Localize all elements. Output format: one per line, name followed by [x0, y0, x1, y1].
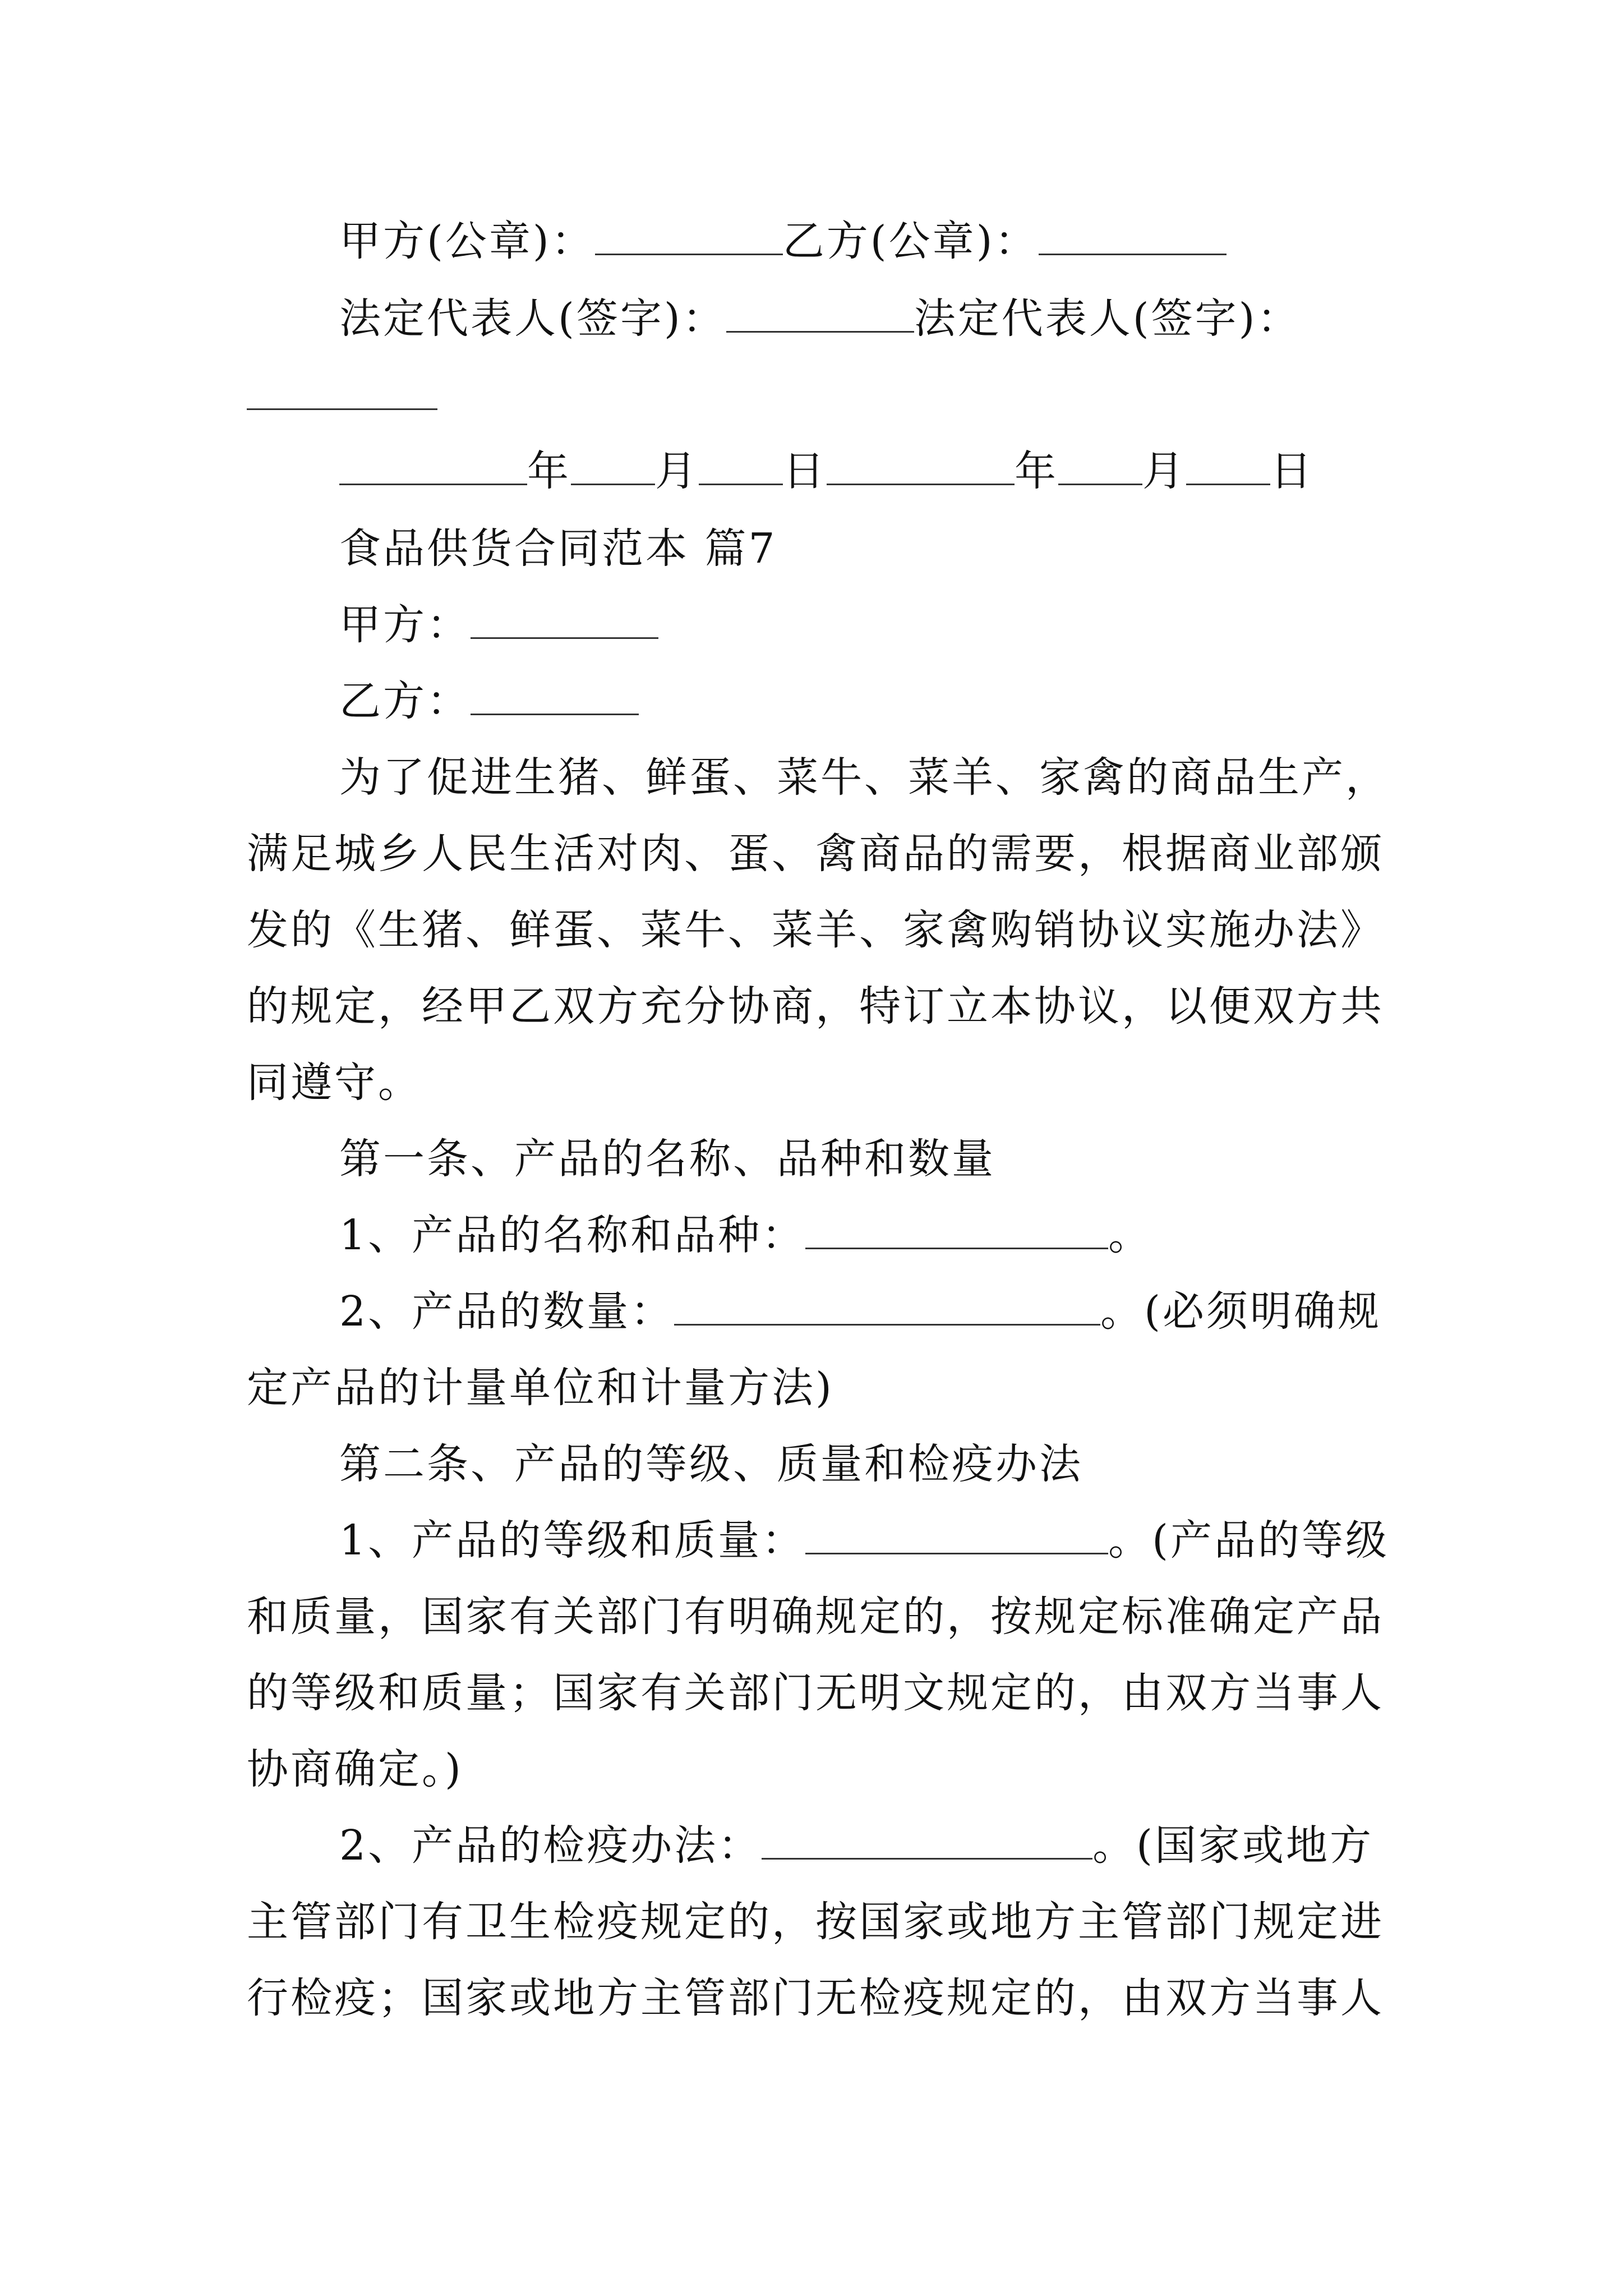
preamble-line-3: 发的《生猪、鲜蛋、菜牛、菜羊、家禽购销协议实施办法》: [247, 906, 1384, 954]
party-a-seal-blank: [595, 214, 783, 255]
party-a-rep-blank: [726, 292, 914, 333]
article-2-item-2-cont-2: 行检疫；国家或地方主管部门无检疫规定的，由双方当事人: [247, 1974, 1384, 2022]
preamble-line-4: 的规定，经甲乙双方充分协商，特订立本协议，以便双方共: [247, 982, 1384, 1030]
month-label-a: 月: [655, 447, 699, 495]
party-b-label: 乙方：: [339, 677, 471, 725]
representative-line: [339, 291, 1472, 347]
preamble-line-5: 同遵守。: [247, 1059, 422, 1107]
article-1-heading: 第一条、产品的名称、品种和数量: [339, 1135, 995, 1183]
month-blank-a: [571, 444, 655, 485]
preamble-line-1: 为了促进生猪、鲜蛋、菜牛、菜羊、家禽的商品生产，: [339, 753, 1389, 802]
item-label: 2、产品的检疫办法：: [339, 1821, 762, 1870]
item-label: 1、产品的名称和品种：: [339, 1211, 806, 1259]
day-blank-b: [1186, 444, 1270, 485]
item-label: 2、产品的数量：: [339, 1287, 675, 1336]
party-b-seal-label: 乙方(公章)：: [782, 217, 1039, 265]
month-blank-b: [1058, 444, 1142, 485]
article-2-heading: 第二条、产品的等级、质量和检疫办法: [339, 1440, 1083, 1488]
item-suffix: 。(国家或地方: [1092, 1821, 1373, 1870]
day-label-b: 日: [1270, 447, 1314, 495]
product-name-blank: [805, 1208, 1108, 1249]
article-2-item-1: [339, 1512, 1472, 1568]
article-1-item-2: [339, 1283, 1472, 1340]
quarantine-blank: [762, 1819, 1092, 1860]
quantity-blank: [674, 1285, 1100, 1326]
party-a-blank: [471, 598, 658, 639]
item-label: 1、产品的等级和质量：: [339, 1516, 806, 1565]
seal-line: [339, 213, 1472, 269]
party-b-rep-label: 法定代表人(签字)：: [914, 295, 1301, 343]
date-line: [339, 443, 1472, 499]
grade-quality-blank: [805, 1513, 1108, 1554]
article-2-item-1-cont-1: 和质量，国家有关部门有明确规定的，按规定标准确定产品: [247, 1593, 1384, 1641]
party-a-line: [339, 597, 1472, 653]
day-blank-a: [699, 444, 783, 485]
article-2-item-2: [339, 1818, 1472, 1874]
item-suffix: 。(必须明确规: [1100, 1287, 1381, 1336]
article-1-item-2-cont: 定产品的计量单位和计量方法): [247, 1364, 834, 1412]
article-2-item-2-cont-1: 主管部门有卫生检疫规定的，按国家或地方主管部门规定进: [247, 1898, 1384, 1946]
party-a-seal-label: 甲方(公章)：: [339, 217, 595, 265]
party-a-rep-label: 法定代表人(签字)：: [339, 295, 726, 343]
party-a-label: 甲方：: [339, 601, 471, 649]
party-b-seal-blank: [1039, 214, 1227, 255]
article-1-item-1: [339, 1207, 1472, 1263]
party-b-blank: [471, 674, 639, 715]
party-b-line: [339, 673, 1472, 729]
article-2-item-1-cont-3: 协商确定。): [247, 1745, 463, 1793]
year-blank-b: [827, 444, 1015, 485]
section-title: 食品供货合同范本 篇7: [339, 524, 777, 573]
preamble-line-2: 满足城乡人民生活对肉、蛋、禽商品的需要，根据商业部颁: [247, 830, 1384, 878]
party-b-rep-blank: [247, 408, 437, 410]
item-suffix: 。(产品的等级: [1108, 1516, 1389, 1565]
month-label-b: 月: [1142, 447, 1186, 495]
article-2-item-1-cont-2: 的等级和质量；国家有关部门无明文规定的，由双方当事人: [247, 1669, 1384, 1717]
year-blank-a: [339, 444, 527, 485]
year-label-b: 年: [1015, 447, 1058, 495]
item-suffix: 。: [1108, 1211, 1152, 1259]
day-label-a: 日: [783, 447, 827, 495]
year-label-a: 年: [527, 447, 571, 495]
